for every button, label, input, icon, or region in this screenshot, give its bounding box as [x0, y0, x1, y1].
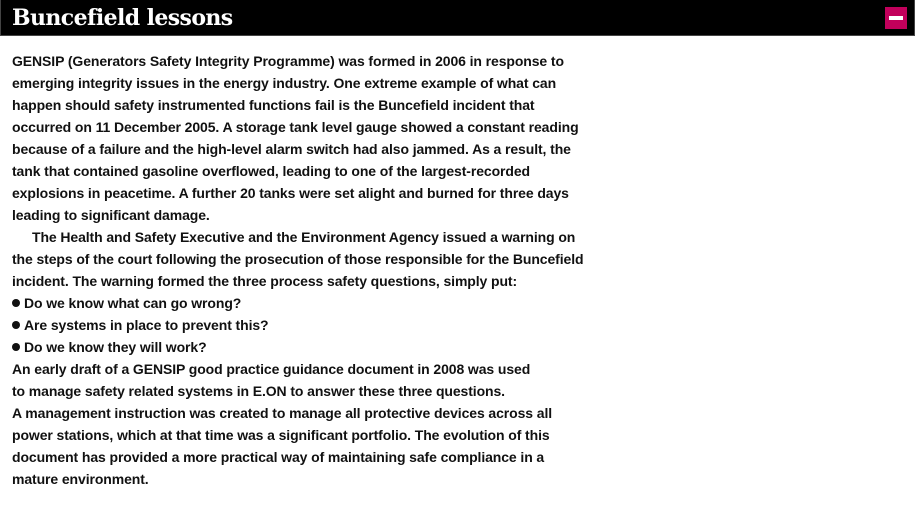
collapse-button[interactable]: [885, 7, 907, 29]
text-line: document has provided a more practical way of maintaining safe compliance in a: [12, 449, 545, 465]
text-line: An early draft of a GENSIP good practice guidance document in 2008 was used: [12, 361, 531, 377]
bullet-text: Do we know what can go wrong?: [24, 295, 242, 311]
minus-icon: [889, 16, 903, 20]
text-line: power stations, which at that time was a significant portfolio. The evolution of this: [12, 427, 550, 443]
bullet-icon: [12, 343, 20, 351]
bullet-item: [12, 336, 583, 358]
bullet-item: [12, 314, 583, 336]
bullet-icon: [12, 321, 20, 329]
section-header: [0, 0, 915, 36]
text-line: A management instruction was created to manage all protective devices across all: [12, 405, 553, 421]
bullet-text: Are systems in place to prevent this?: [24, 317, 269, 333]
text-line: explosions in peacetime. A further 20 tanks were set alight and burned for three days: [12, 185, 569, 201]
bullet-icon: [12, 299, 20, 307]
text-line: The Health and Safety Executive and the Environment Agency issued a warning on: [32, 229, 576, 245]
text-line: happen should safety instrumented functions fail is the Buncefield incident that: [12, 97, 535, 113]
text-line: to manage safety related systems in E.ON to answer these three questions.: [12, 383, 505, 399]
bullet-item: [12, 292, 583, 314]
bullet-text: Do we know they will work?: [24, 339, 207, 355]
text-line: leading to significant damage.: [12, 207, 210, 223]
article-body: [12, 50, 583, 490]
text-line: occurred on 11 December 2005. A storage tank level gauge showed a constant reading: [12, 119, 579, 135]
text-line: GENSIP (Generators Safety Integrity Programme) was formed in 2006 in response to: [12, 53, 564, 69]
text-line: emerging integrity issues in the energy industry. One extreme example of what can: [12, 75, 557, 91]
text-line: tank that contained gasoline overflowed, leading to one of the largest-recorded: [12, 163, 530, 179]
section-title: Buncefield lessons: [12, 5, 233, 31]
text-line: incident. The warning formed the three process safety questions, simply put:: [12, 273, 518, 289]
text-line: because of a failure and the high-level alarm switch had also jammed. As a result, the: [12, 141, 571, 157]
text-line: mature environment.: [12, 471, 149, 487]
text-line: the steps of the court following the prosecution of those responsible for the Buncefield: [12, 251, 584, 267]
